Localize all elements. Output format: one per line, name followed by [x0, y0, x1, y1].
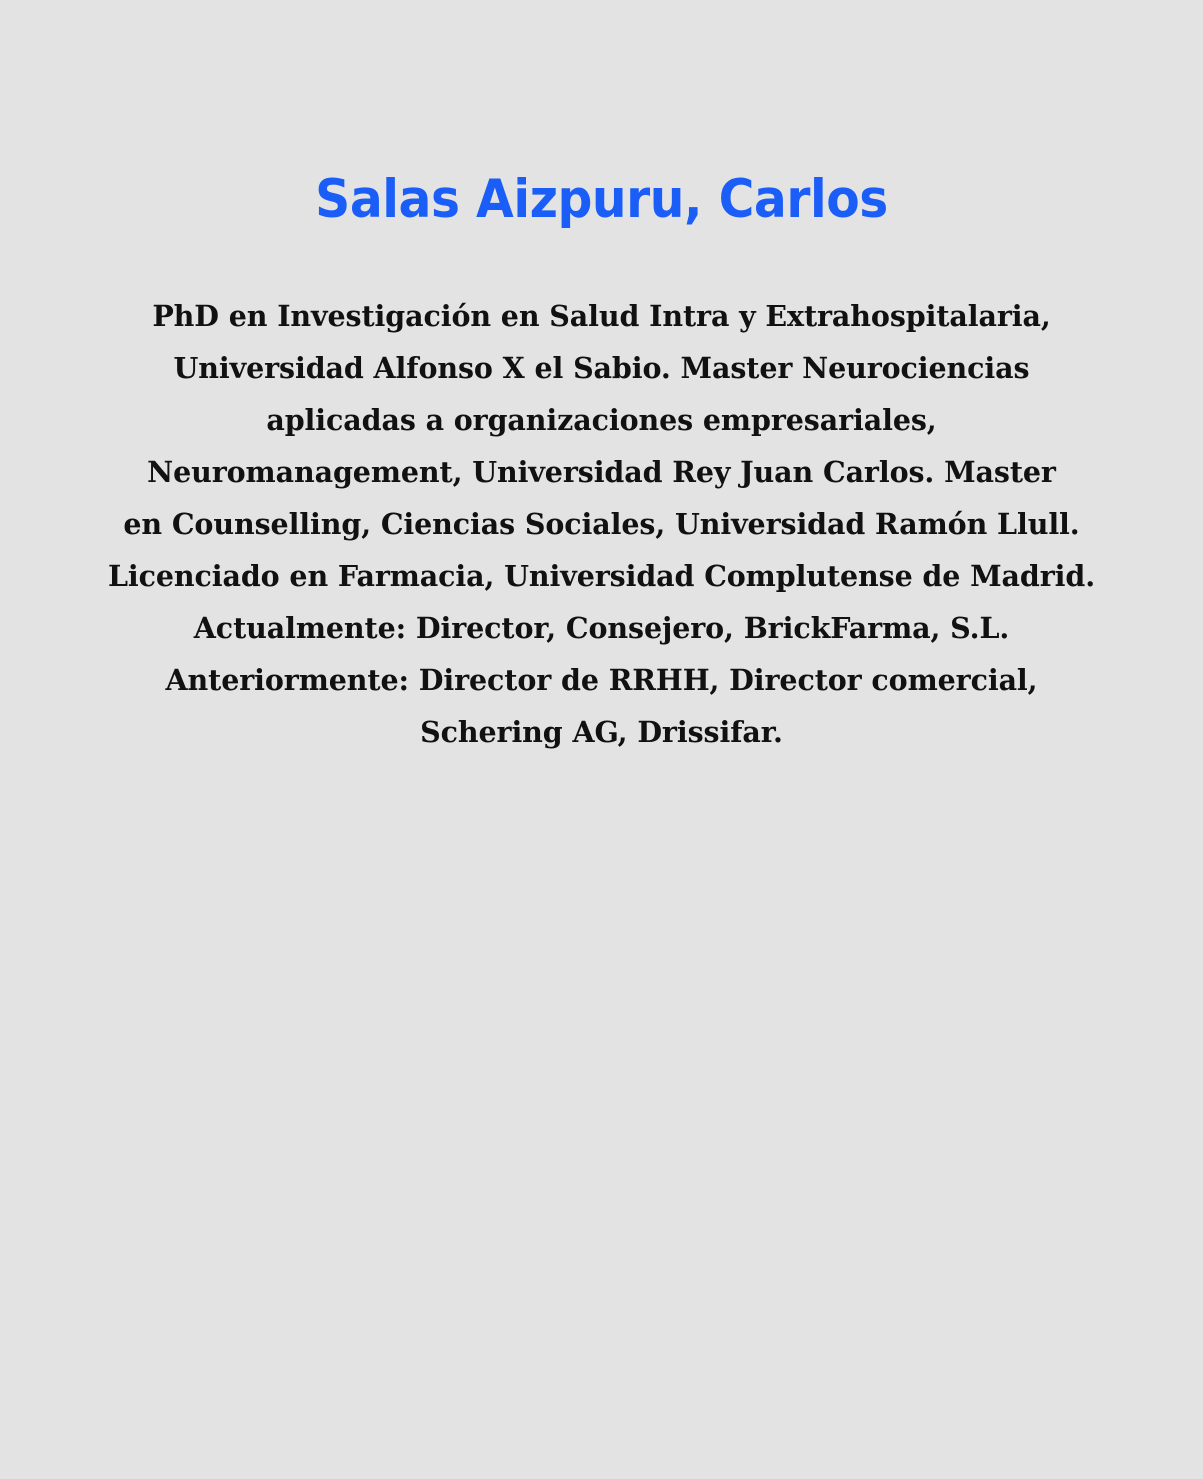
bio-line: aplicadas a organizaciones empresariales,: [266, 403, 937, 437]
bio-line: en Counselling, Ciencias Sociales, Universidad Ramón Llull.: [123, 507, 1080, 541]
bio-line: Actualmente: Director, Consejero, BrickFarma, S.L.: [193, 611, 1010, 645]
bio-line: Universidad Alfonso X el Sabio. Master Neurociencias: [173, 351, 1030, 385]
bio-line: Licenciado en Farmacia, Universidad Complutense de Madrid.: [107, 559, 1096, 593]
bio-line: PhD en Investigación en Salud Intra y Extrahospitalaria,: [152, 299, 1051, 333]
profile-card: [0, 168, 1203, 758]
bio-line: Neuromanagement, Universidad Rey Juan Carlos. Master: [147, 455, 1056, 489]
profile-biography: [97, 290, 1107, 758]
bio-line: Schering AG, Drissifar.: [420, 715, 783, 749]
page-title: Salas Aizpuru, Carlos: [315, 169, 888, 230]
bio-line: Anteriormente: Director de RRHH, Director comercial,: [165, 663, 1038, 697]
